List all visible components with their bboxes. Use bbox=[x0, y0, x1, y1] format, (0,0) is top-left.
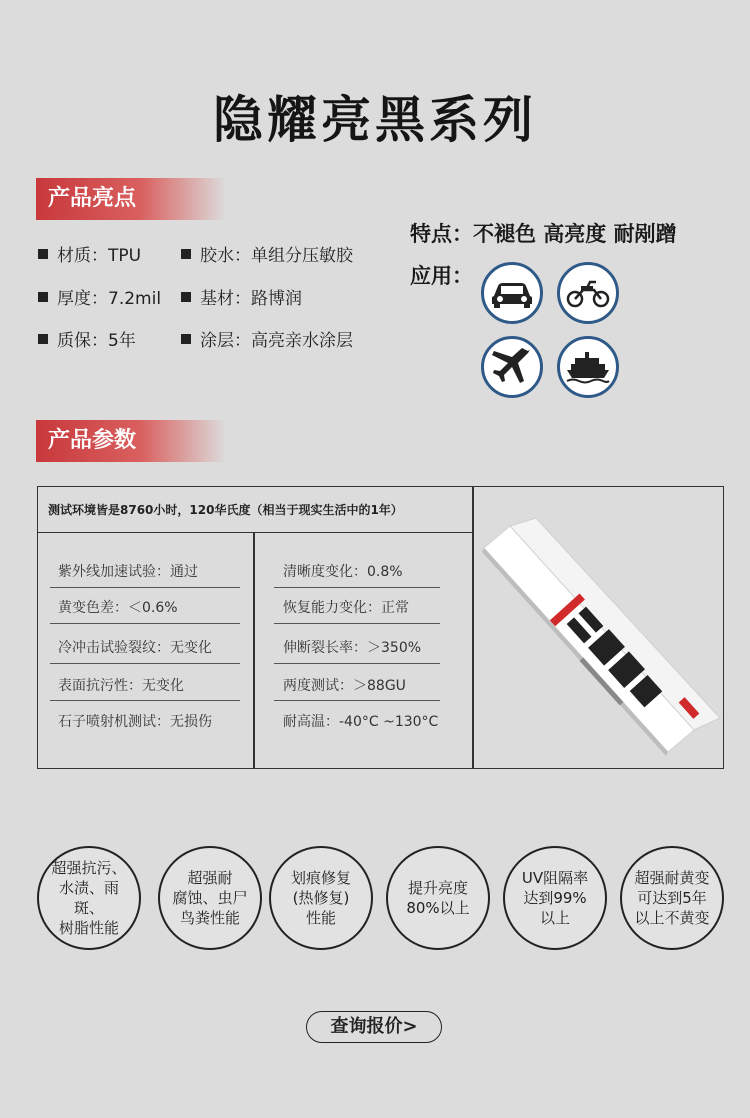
bullet-square-icon bbox=[181, 334, 191, 344]
bullet-square-icon bbox=[181, 249, 191, 259]
car-icon bbox=[481, 262, 543, 324]
product-box-image bbox=[470, 508, 730, 758]
param-right-item: 伸断裂长率：＞350% bbox=[283, 640, 422, 656]
spec-item: 胶水：单组分压敏胶 bbox=[181, 241, 353, 266]
param-right-item: 恢复能力变化：正常 bbox=[283, 600, 409, 616]
feature-circle-selfheal: 划痕修复 (热修复) 性能 bbox=[269, 846, 373, 950]
param-left-item: 紫外线加速试验：通过 bbox=[58, 564, 198, 580]
spec-item: 材质：TPU bbox=[38, 241, 141, 266]
feature-circle-antiyellow: 超强耐黄变 可达到5年 以上不黄变 bbox=[620, 846, 724, 950]
param-right-item: 耐高温：-40°C ~130°C bbox=[283, 714, 439, 730]
spec-item: 基材：路博润 bbox=[181, 284, 302, 309]
bullet-square-icon bbox=[38, 334, 48, 344]
param-row-line bbox=[50, 587, 240, 588]
spec-item: 质保：5年 bbox=[38, 326, 136, 351]
param-row-line bbox=[274, 587, 440, 588]
param-right-item: 两度测试：＞88GU bbox=[283, 678, 406, 694]
param-row-line bbox=[274, 663, 440, 664]
param-row-line bbox=[50, 700, 240, 701]
param-left-item: 冷冲击试验裂纹：无变化 bbox=[58, 640, 212, 656]
params-header: 测试环境皆是8760小时，120华氏度（相当于现实生活中的1年） bbox=[38, 487, 472, 533]
param-left-item: 石子喷射机测试：无损伤 bbox=[58, 714, 212, 730]
feature-circle-anticorrosion: 超强耐 腐蚀、虫尸 鸟粪性能 bbox=[158, 846, 262, 950]
param-row-line bbox=[274, 623, 440, 624]
param-left-item: 表面抗污性：无变化 bbox=[58, 678, 184, 694]
bullet-square-icon bbox=[38, 292, 48, 302]
params-divider bbox=[253, 533, 255, 769]
params-tag: 产品参数 bbox=[36, 420, 226, 462]
bullet-square-icon bbox=[181, 292, 191, 302]
feature-circle-uv: UV阻隔率 达到99% 以上 bbox=[503, 846, 607, 950]
param-row-line bbox=[274, 700, 440, 701]
param-row-line bbox=[50, 663, 240, 664]
highlights-tag: 产品亮点 bbox=[36, 178, 226, 220]
feature-circle-antistain: 超强抗污、 水渍、雨斑、 树脂性能 bbox=[37, 846, 141, 950]
feature-circle-brightness: 提升亮度 80%以上 bbox=[386, 846, 490, 950]
param-row-line bbox=[50, 623, 240, 624]
bullet-square-icon bbox=[38, 249, 48, 259]
features-text: 特点：不褪色 高亮度 耐剐蹭 bbox=[410, 222, 677, 246]
param-right-item: 清晰度变化：0.8% bbox=[283, 564, 403, 580]
quote-button[interactable]: 查询报价> bbox=[306, 1011, 442, 1043]
param-left-item: 黄变色差：＜0.6% bbox=[58, 600, 178, 616]
airplane-icon bbox=[481, 336, 543, 398]
page-title: 隐耀亮黑系列 bbox=[213, 91, 537, 149]
spec-item: 厚度：7.2mil bbox=[38, 284, 161, 309]
ship-icon bbox=[557, 336, 619, 398]
motorcycle-icon bbox=[557, 262, 619, 324]
apply-label: 应用： bbox=[410, 264, 473, 288]
spec-item: 涂层：高亮亲水涂层 bbox=[181, 326, 353, 351]
